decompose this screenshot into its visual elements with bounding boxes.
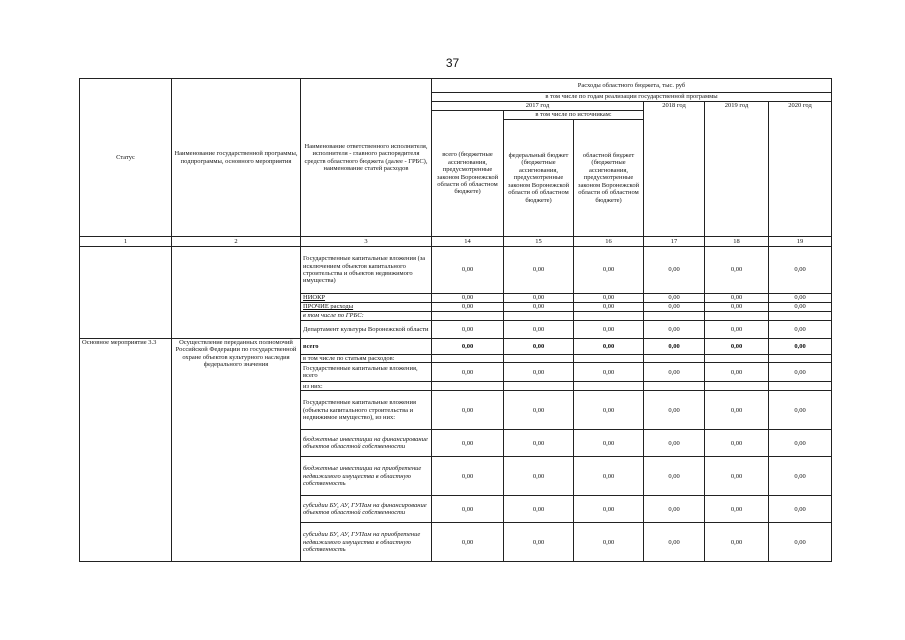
value-cell: 0,00 (432, 321, 504, 339)
value-cell: 0,00 (644, 303, 705, 312)
value-cell: 0,00 (432, 523, 504, 562)
header-program-name: Наименование государственной программы, подпрограммы, основного мероприятия (172, 79, 301, 237)
value-cell: 0,00 (574, 303, 644, 312)
row-label: Государственные капитальные вложения, всего (301, 363, 432, 382)
value-cell: 0,00 (644, 430, 705, 457)
column-number: 17 (644, 237, 705, 247)
row-label: Государственные капитальные вложения (за исключением объектов капитального строительства и объектов недвижимого имущества) (301, 247, 432, 294)
value-cell: 0,00 (644, 363, 705, 382)
value-cell: 0,00 (504, 430, 574, 457)
column-number: 15 (504, 237, 574, 247)
value-cell: 0,00 (769, 523, 832, 562)
value-cell: 0,00 (705, 523, 769, 562)
value-cell: 0,00 (769, 339, 832, 355)
value-cell: 0,00 (769, 457, 832, 496)
value-cell: 0,00 (432, 339, 504, 355)
row-label: из них: (301, 382, 432, 391)
value-cell: 0,00 (504, 321, 574, 339)
row-label: всего (301, 339, 432, 355)
value-cell: 0,00 (574, 247, 644, 294)
status-cell-empty (80, 247, 172, 339)
program-name-cell: Осуществление переданных полномочий Российской Федерации по государственной охране объектов культурного наследия федерального значения (172, 339, 301, 562)
value-cell: 0,00 (769, 294, 832, 303)
value-cell: 0,00 (504, 294, 574, 303)
value-cell: 0,00 (574, 523, 644, 562)
header-total: всего (бюджетные ассигнования, предусмотренные законом Воронежской области об областном бюджете) (432, 111, 504, 237)
value-cell: 0,00 (705, 294, 769, 303)
value-cell: 0,00 (432, 391, 504, 430)
row-label: в том числе по ГРБС: (301, 312, 432, 321)
page-number: 37 (445, 56, 460, 70)
value-cell: 0,00 (432, 294, 504, 303)
value-cell: 0,00 (705, 321, 769, 339)
value-cell: 0,00 (644, 247, 705, 294)
column-number: 16 (574, 237, 644, 247)
value-cell: 0,00 (644, 391, 705, 430)
value-cell: 0,00 (644, 496, 705, 523)
header-year-2017: 2017 год (432, 102, 644, 111)
column-number: 2 (172, 237, 301, 247)
value-cell: 0,00 (769, 391, 832, 430)
column-number: 18 (705, 237, 769, 247)
value-cell: 0,00 (705, 457, 769, 496)
row-label: в том числе по статьям расходов: (301, 355, 432, 363)
header-regional: областной бюджет (бюджетные ассигнования, предусмотренные законом Воронежской области об областном бюджете) (574, 120, 644, 237)
value-cell: 0,00 (705, 391, 769, 430)
value-cell: 0,00 (705, 339, 769, 355)
value-cell: 0,00 (432, 363, 504, 382)
header-executor: Наименование ответственного исполнителя, исполнителя - главного распорядителя средств областного бюджета (далее - ГРБС), наименование статей расходов (301, 79, 432, 237)
column-number: 1 (80, 237, 172, 247)
column-number-row (80, 237, 832, 247)
row-label: субсидии БУ, АУ, ГУПам на приобретение недвижимого имущества в областную собственность (301, 523, 432, 562)
row-label: Департамент культуры Воронежской области (301, 321, 432, 339)
value-cell: 0,00 (504, 247, 574, 294)
value-cell: 0,00 (432, 303, 504, 312)
value-cell: 0,00 (574, 496, 644, 523)
value-cell: 0,00 (769, 247, 832, 294)
value-cell: 0,00 (432, 496, 504, 523)
value-cell: 0,00 (705, 430, 769, 457)
value-cell: 0,00 (644, 339, 705, 355)
column-number: 19 (769, 237, 832, 247)
status-cell: Основное мероприятие 3.3 (80, 339, 172, 562)
row-label: субсидии БУ, АУ, ГУПам на финансирование объектов областной собственности (301, 496, 432, 523)
header-year-2019: 2019 год (705, 102, 769, 237)
header-sources: в том числе по источникам: (504, 111, 644, 120)
value-cell: 0,00 (432, 247, 504, 294)
value-cell: 0,00 (769, 303, 832, 312)
column-number: 3 (301, 237, 432, 247)
value-cell: 0,00 (574, 363, 644, 382)
value-cell: 0,00 (504, 457, 574, 496)
value-cell: 0,00 (504, 496, 574, 523)
row-label: ПРОЧИЕ расходы (301, 303, 432, 312)
value-cell: 0,00 (769, 321, 832, 339)
value-cell: 0,00 (574, 339, 644, 355)
column-number: 14 (432, 237, 504, 247)
value-cell: 0,00 (769, 430, 832, 457)
value-cell: 0,00 (705, 247, 769, 294)
budget-table (79, 78, 832, 562)
row-label: НИОКР (301, 294, 432, 303)
table-row (80, 339, 832, 355)
value-cell: 0,00 (644, 321, 705, 339)
header-year-2018: 2018 год (644, 102, 705, 237)
header-federal: федеральный бюджет (бюджетные ассигнования, предусмотренные законом Воронежской области об областном бюджете) (504, 120, 574, 237)
value-cell: 0,00 (504, 363, 574, 382)
value-cell: 0,00 (644, 523, 705, 562)
header-expenses: Расходы областного бюджета, тыс. руб (432, 79, 832, 93)
row-label: бюджетные инвестиции на финансирование объектов областной собственности (301, 430, 432, 457)
value-cell: 0,00 (644, 294, 705, 303)
value-cell: 0,00 (644, 457, 705, 496)
value-cell: 0,00 (504, 339, 574, 355)
value-cell: 0,00 (705, 303, 769, 312)
value-cell: 0,00 (504, 523, 574, 562)
value-cell: 0,00 (574, 457, 644, 496)
value-cell: 0,00 (574, 294, 644, 303)
value-cell: 0,00 (504, 391, 574, 430)
value-cell: 0,00 (574, 391, 644, 430)
value-cell: 0,00 (769, 496, 832, 523)
table-row (80, 247, 832, 294)
value-cell: 0,00 (705, 363, 769, 382)
value-cell: 0,00 (574, 430, 644, 457)
program-cell-empty (172, 247, 301, 339)
value-cell: 0,00 (705, 496, 769, 523)
row-label: Государственные капитальные вложения (объекты капитального строительства и недвижимое имущество), из них: (301, 391, 432, 430)
header-status: Статус (80, 79, 172, 237)
value-cell: 0,00 (432, 430, 504, 457)
header-by-years: в том числе по годам реализации государственной программы (432, 93, 832, 102)
header-year-2020: 2020 год (769, 102, 832, 237)
value-cell: 0,00 (504, 303, 574, 312)
row-label: бюджетные инвестиции на приобретение недвижимого имущества в областную собственность (301, 457, 432, 496)
value-cell: 0,00 (432, 457, 504, 496)
value-cell: 0,00 (574, 321, 644, 339)
value-cell: 0,00 (769, 363, 832, 382)
